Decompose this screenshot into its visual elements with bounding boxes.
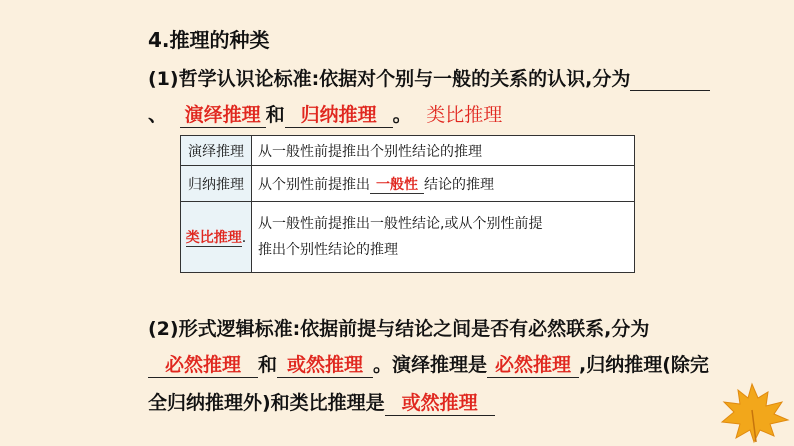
section-heading: 4.推理的种类 (148, 28, 270, 52)
part2-line1: (2)形式逻辑标准:依据前提与结论之间是否有必然联系,分为 (148, 318, 650, 340)
part2-text-mid: 。演绎推理是 (373, 354, 488, 376)
table-cell-name: 类比推理. (181, 202, 252, 273)
part2-line3 (148, 388, 495, 416)
table-row (181, 166, 635, 202)
part1-line1 (148, 64, 710, 91)
table-cell-desc: 从个别性前提推出 一般性 结论的推理 (252, 166, 635, 202)
table-cell-name: 演绎推理 (181, 136, 252, 166)
part2-answer3: 必然推理 (487, 355, 579, 378)
part2-answer4: 或然推理 (385, 393, 495, 416)
part2-line3-text: 全归纳推理外)和类比推理是 (148, 392, 385, 414)
table-cell-desc: 从一般性前提推出个别性结论的推理 (252, 136, 635, 166)
part2-answer1: 必然推理 (148, 355, 258, 378)
table-answer-yibanxing: 一般性 (370, 177, 424, 194)
part2-text-after: ,归纳推理(除完 (579, 354, 709, 376)
maple-leaf-icon (712, 380, 790, 444)
table-row (181, 136, 635, 166)
part1-blank (630, 68, 710, 91)
table-cell-desc: 从一般性前提推出一般性结论,或从个别性前提 推出个别性结论的推理 (252, 202, 635, 273)
part1-extra-answer: 类比推理 (426, 104, 503, 126)
part1-period: 。 (392, 104, 412, 126)
part2-connector: 和 (258, 354, 278, 376)
part2-answer2: 或然推理 (277, 355, 373, 378)
part1-connector: 和 (265, 104, 285, 126)
part2-line2 (148, 350, 709, 378)
part1-dunhao: 、 (148, 104, 168, 126)
inference-types-table (180, 135, 635, 273)
part1-answer1: 演绎推理 (180, 105, 266, 128)
part1-answer2: 归纳推理 (285, 105, 393, 128)
part1-question-text: (1)哲学认识论标准:依据对个别与一般的关系的认识,分为 (148, 68, 631, 90)
table-cell-name: 归纳推理 (181, 166, 252, 202)
part1-line2 (148, 100, 502, 128)
table-row (181, 202, 635, 273)
